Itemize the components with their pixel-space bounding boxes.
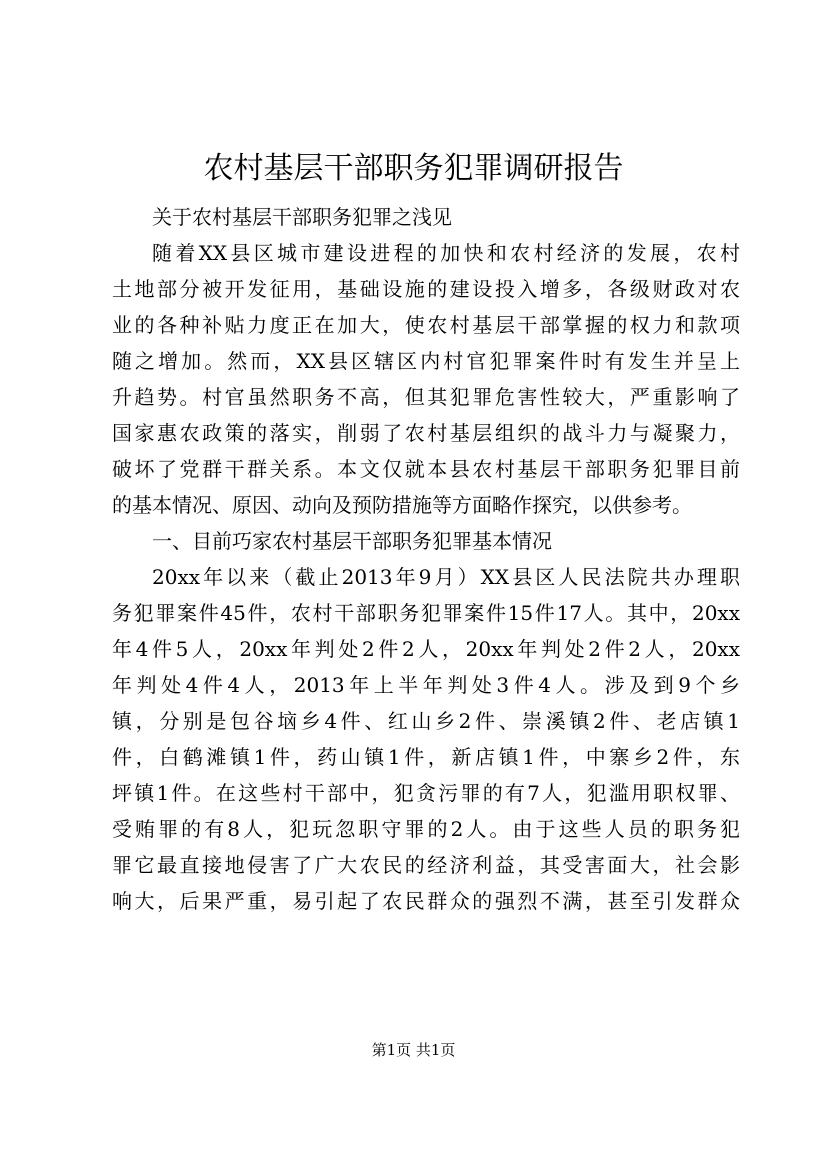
paragraph-line: 国家惠农政策的落实，削弱了农村基层组织的战斗力与凝聚力， [112,421,740,445]
document-body [112,199,740,919]
subtitle-line: 关于农村基层干部职务犯罪之浅见 [152,205,452,229]
document-title: 农村基层干部职务犯罪调研报告 [203,151,624,186]
paragraph-line: 件，白鹤滩镇1件，药山镇1件，新店镇1件，中寨乡2件，东 [112,745,740,769]
paragraph-line: 务犯罪案件45件，农村干部职务犯罪案件15件17人。其中，20xx [112,601,740,625]
paragraph-line: 破坏了党群干群关系。本文仅就本县农村基层干部职务犯罪目前 [112,457,740,481]
paragraph-line: 的基本情况、原因、动向及预防措施等方面略作探究，以供参考。 [112,493,692,517]
section-heading: 一、目前巧家农村基层干部职务犯罪基本情况 [152,529,552,553]
paragraph-line: 响大，后果严重，易引起了农民群众的强烈不满，甚至引发群众 [112,889,740,913]
paragraph-line: 升趋势。村官虽然职务不高，但其犯罪危害性较大，严重影响了 [112,385,740,409]
paragraph-line: 受贿罪的有8人，犯玩忽职守罪的2人。由于这些人员的职务犯 [112,817,740,841]
paragraph-line: 镇，分别是包谷垴乡4件、红山乡2件、崇溪镇2件、老店镇1 [112,709,740,733]
paragraph-line: 随之增加。然而，XX县区辖区内村官犯罪案件时有发生并呈上 [112,349,740,373]
paragraph-line: 20xx年以来（截止2013年9月）XX县区人民法院共办理职 [152,565,740,589]
paragraph-line: 坪镇1件。在这些村干部中，犯贪污罪的有7人，犯滥用职权罪、 [112,781,740,805]
paragraph-line: 随着XX县区城市建设进程的加快和农村经济的发展，农村 [152,241,740,265]
paragraph-line: 年4件5人，20xx年判处2件2人，20xx年判处2件2人，20xx [112,637,740,661]
page-footer: 第1页 共1页 [371,1041,456,1059]
paragraph-line: 年判处4件4人，2013年上半年判处3件4人。涉及到9个乡 [112,673,740,697]
paragraph-line: 土地部分被开发征用，基础设施的建设投入增多，各级财政对农 [112,277,740,301]
paragraph-line: 业的各种补贴力度正在加大，使农村基层干部掌握的权力和款项 [112,313,740,337]
paragraph-line: 罪它最直接地侵害了广大农民的经济利益，其受害面大，社会影 [112,853,740,877]
